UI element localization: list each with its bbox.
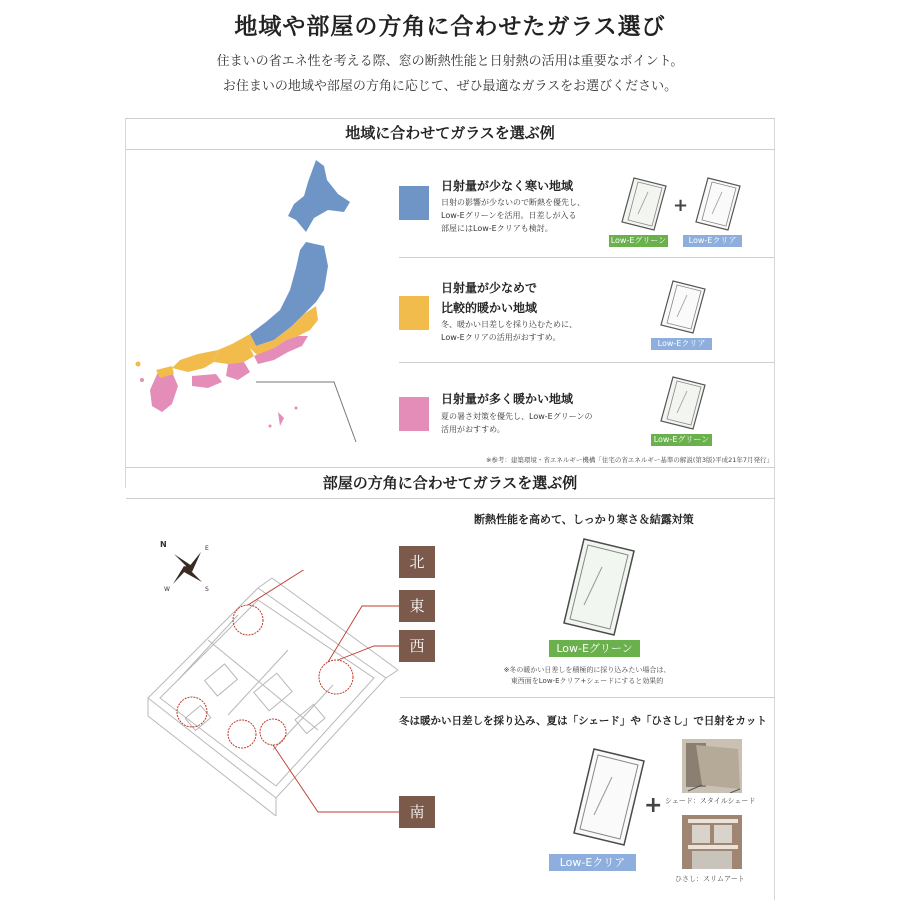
low-e-clear-glass-icon bbox=[659, 279, 707, 335]
south-subtitle: 冬は暖かい日差しを採り込み、夏は「シェード」や「ひさし」で日射をカット bbox=[399, 715, 767, 727]
mild-region-swatch bbox=[399, 296, 429, 330]
low-e-clear-glass-icon bbox=[568, 747, 646, 847]
region-section-title: 地域に合わせてガラスを選ぶ例 bbox=[345, 124, 555, 142]
mild-region-title-2: 比較的暖かい地域 bbox=[441, 301, 538, 315]
divider bbox=[399, 257, 774, 258]
map-region-shikoku bbox=[192, 374, 222, 388]
frame-left-border bbox=[125, 118, 126, 488]
map-inset-line bbox=[256, 382, 356, 442]
mild-region-desc: 冬、暖かい日差しを採り込むために、 Low-Eクリアの活用がおすすめ。 bbox=[441, 320, 577, 342]
eave-photo bbox=[682, 815, 742, 869]
intro-line-1: 住まいの省エネ性を考える際、窓の断熱性能と日射熱の活用は重要なポイント。 bbox=[216, 54, 684, 69]
compass-n-label: N bbox=[160, 540, 167, 549]
direction-south-label: 南 bbox=[399, 796, 435, 828]
map-island bbox=[136, 362, 141, 367]
north-note: ※冬の暖かい日差しを積極的に採り込みたい場合は、 東西面をLow-Eクリア+シェードにすると効果的 bbox=[503, 666, 671, 685]
low-e-clear-glass-icon bbox=[694, 176, 742, 232]
warm-region-swatch bbox=[399, 397, 429, 431]
low-e-clear-label: Low-Eクリア bbox=[651, 338, 712, 350]
map-island bbox=[269, 425, 272, 428]
plus-icon: + bbox=[673, 195, 689, 216]
shade-photo bbox=[682, 739, 742, 793]
cold-region-swatch bbox=[399, 186, 429, 220]
compass-s-label: S bbox=[205, 586, 209, 593]
compass-w-label: W bbox=[164, 586, 170, 593]
intro-line-2: お住まいの地域や部屋の方角に応じて、ぜひ最適なガラスをお選びください。 bbox=[222, 79, 678, 94]
low-e-clear-large-label: Low-Eクリア bbox=[549, 854, 636, 871]
low-e-clear-label: Low-Eクリア bbox=[683, 235, 742, 247]
source-note: ※参考：建築環境・省エネルギー機構「住宅の省エネルギー基準の解説(第3版)平成21年7月発行」 bbox=[485, 456, 773, 464]
warm-region-title: 日射量が多く暖かい地域 bbox=[441, 392, 574, 406]
map-island bbox=[140, 378, 144, 382]
low-e-green-label: Low-Eグリーン bbox=[610, 236, 667, 245]
direction-west-label: 西 bbox=[399, 630, 435, 662]
cold-region-desc: 日射の影響が少ないので断熱を優先し、 Low-Eグリーンを活用。日差しが入る 部屋にはLow-Eクリアも検討。 bbox=[441, 198, 585, 233]
low-e-green-glass-icon bbox=[659, 375, 707, 431]
warm-region-desc: 夏の暑さ対策を優先し、Low-Eグリーンの 活用がおすすめ。 bbox=[441, 412, 593, 434]
divider bbox=[126, 467, 775, 468]
divider bbox=[399, 362, 774, 363]
low-e-green-label: Low-Eグリーン bbox=[651, 434, 712, 446]
map-region-hokkaido bbox=[288, 160, 350, 232]
north-subtitle: 断熱性能を高めて、しっかり寒さ＆結露対策 bbox=[474, 513, 694, 526]
eave-caption: ひさし：スリムアート bbox=[675, 875, 745, 883]
map-island bbox=[295, 407, 298, 410]
house-floor-plan bbox=[138, 570, 418, 820]
direction-east-label: 東 bbox=[399, 590, 435, 622]
map-region-chugoku bbox=[172, 350, 218, 372]
shade-caption: シェード：スタイルシェード bbox=[665, 797, 756, 805]
map-region-okinawa bbox=[278, 412, 284, 426]
frame-right-border bbox=[774, 118, 775, 900]
compass-e-label: E bbox=[205, 545, 209, 552]
map-region-kinki-south bbox=[226, 362, 250, 380]
map-region-kyushu bbox=[150, 372, 178, 412]
low-e-green-large-label: Low-Eグリーン bbox=[549, 640, 640, 657]
mild-region-title-1: 日射量が少なめで bbox=[441, 281, 538, 295]
cold-region-title: 日射量が少なく寒い地域 bbox=[441, 179, 574, 193]
divider bbox=[126, 118, 775, 119]
plus-icon: + bbox=[644, 793, 663, 818]
room-section-title: 部屋の方角に合わせてガラスを選ぶ例 bbox=[322, 474, 578, 492]
map-region-kinki bbox=[214, 334, 256, 364]
low-e-green-glass-icon bbox=[620, 176, 668, 232]
direction-north-label: 北 bbox=[399, 546, 435, 578]
divider bbox=[400, 697, 775, 698]
divider bbox=[126, 498, 775, 499]
page-title: 地域や部屋の方角に合わせたガラス選び bbox=[234, 14, 666, 40]
japan-map bbox=[128, 150, 358, 450]
low-e-green-glass-icon bbox=[558, 537, 636, 637]
